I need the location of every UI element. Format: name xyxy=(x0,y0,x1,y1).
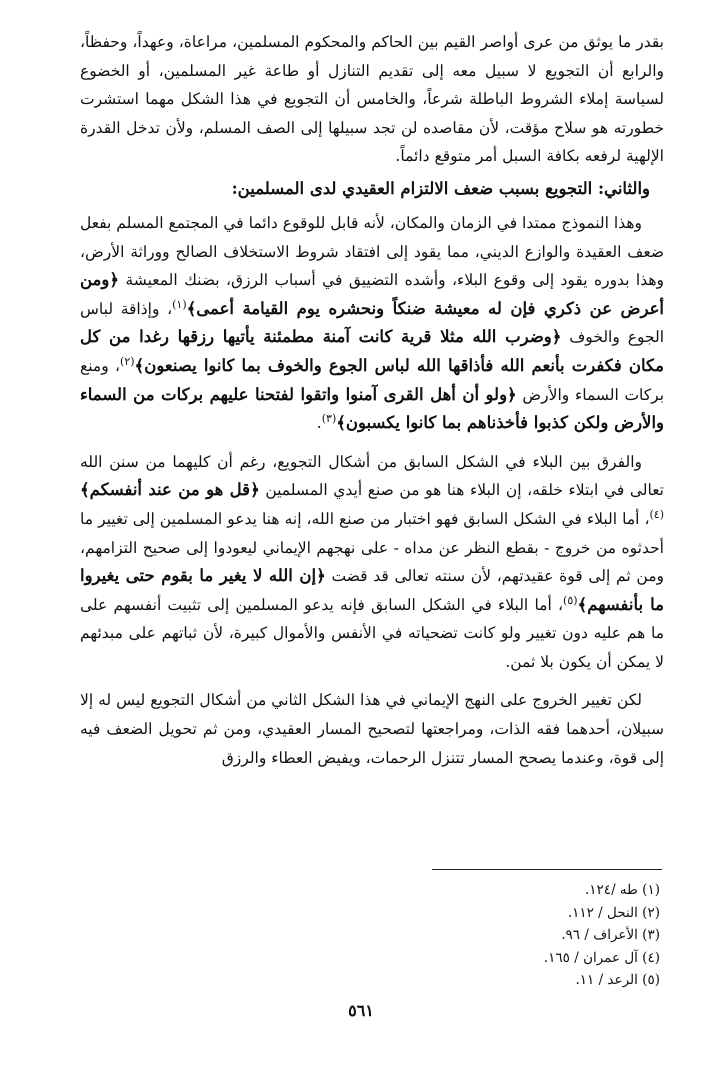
quran-verse: ﴿ومن أعرض عن ذكري فإن له معيشة ضنكاً ونحشره يوم القيامة أعمى﴾ xyxy=(80,270,665,318)
page-body xyxy=(80,28,664,772)
quran-verse: ﴿ولو أن أهل القرى آمنوا واتقوا لفتحنا عليهم بركات من السماء والأرض ولكن كذبوا فأخذناهم بما كانوا يكسبون﴾ xyxy=(80,384,664,433)
quran-verse: ﴿قل هو من عند أنفسكم﴾ xyxy=(80,480,260,500)
text-run: ، وإذاقة لباس الجوع والخوف xyxy=(80,299,664,347)
paragraph-1 xyxy=(80,28,664,171)
text-run: . xyxy=(316,414,322,433)
footnote-ref: (٣) xyxy=(321,411,337,425)
footnote: (١) طه /١٢٤. xyxy=(585,882,660,898)
footnote-ref: (٢) xyxy=(120,354,135,368)
quran-verse: ﴿إن الله لا يغير ما بقوم حتى يغيروا ما بأنفسهم﴾ xyxy=(80,566,664,614)
footnote: (٣) الأعراف / ٩٦. xyxy=(561,927,660,943)
footnote-ref: (٤) xyxy=(649,507,664,521)
paragraph-3 xyxy=(80,448,664,677)
footnotes xyxy=(430,879,660,992)
quran-verse: ﴿وضرب الله مثلا قرية كانت آمنة مطمئنة يأتيها رزقها رغدا من كل مكان فكفرت بأنعم الله فأذاقها الله لباس الجوع والخوف بما كانوا يصنعون﴾ xyxy=(80,327,664,375)
footnote: (٤) آل عمران / ١٦٥. xyxy=(543,949,660,966)
text-run: بقدر ما يوثق من عرى أواصر القيم بين الحاكم والمحكوم المسلمين، مراعاة، وعهداً، وحفظاً، والرابع أن التجويع لا سبيل معه إلى تقديم التنازل أو طاعة غير المسلمين، أو الخضوع لسياسة إملاء الشروط الباطلة شرعاً، والخامس أن التجويع في هذا الشكل مهما استشرت خطورته هو سلاح مؤقت، لأن مقاصده لن تجد سبيلها إلى الصف المسلم، ولأن تدخل القدرة الإلهية لرفعه بكافة السبل أمر متوقع دائماً. xyxy=(80,33,664,166)
footnote-divider xyxy=(432,869,662,870)
section-heading: والثاني: التجويع بسبب ضعف الالتزام العقيدي لدى المسلمين: xyxy=(231,178,650,198)
footnote-ref: (٥) xyxy=(563,593,578,607)
text-run: لكن تغيير الخروج على النهج الإيماني في هذا الشكل الثاني من أشكال التجويع ليس له إلا سبيلان، أحدهما فقه الذات، ومراجعتها لتصحيح المسار العقيدي، ومن ثم تحويل الضعف فيه إلى قوة، وعندما يصحح المسار تتنزل الرحمات، ويفيض العطاء والرزق xyxy=(80,691,664,767)
text-run: ، أما البلاء في الشكل السابق فهو اختبار من صنع الله، إنه هنا يدعو المسلمين إلى تغيير ما أحدثوه من خروج - بقطع النظر عن مداه - على نهجهم الإيماني ليعودوا إلى صحيح التزامهم، ومن ثم إلى قوة عقيدتهم، لأن سنته تعالى قد قضت xyxy=(80,509,664,586)
footnote-ref: (١) xyxy=(172,297,187,311)
text-run: والفرق بين البلاء في الشكل السابق من أشكال التجويع، رغم أن كليهما من سنن الله تعالى في ابتلاء خلقه، إن البلاء هنا هو من صنع أيدي المسلمين xyxy=(80,452,664,500)
page-number: ٥٦١ xyxy=(348,1001,374,1020)
footnote: (٢) النحل / ١١٢. xyxy=(567,904,660,921)
text-run: وهذا النموذج ممتدا في الزمان والمكان، لأنه قابل للوقوع دائما في المجتمع المسلم بفعل ضعف العقيدة والوازع الديني، مما يقود إلى افتقاد شروط الاستخلاف الصالح ووراثة الأرض، وهذا بدوره يقود إلى وقوع البلاء، وأشده التضييق في أسباب الرزق، بضنك المعيشة xyxy=(80,213,664,290)
paragraph-2 xyxy=(80,209,664,438)
text-run: ، أما البلاء في الشكل السابق فإنه يدعو المسلمين إلى تثبيت أنفسهم على ما هم عليه دون تغيير ولو كانت تضحياته في الأنفس والأموال كبيرة، لأن ثباتهم على مبدئهم لا يمكن أن يكون بلا ثمن. xyxy=(80,595,664,671)
footnote: (٥) الرعد / ١١. xyxy=(575,972,660,988)
text-run: ، ومنع بركات السماء والأرض xyxy=(80,356,665,404)
paragraph-4 xyxy=(80,686,664,772)
